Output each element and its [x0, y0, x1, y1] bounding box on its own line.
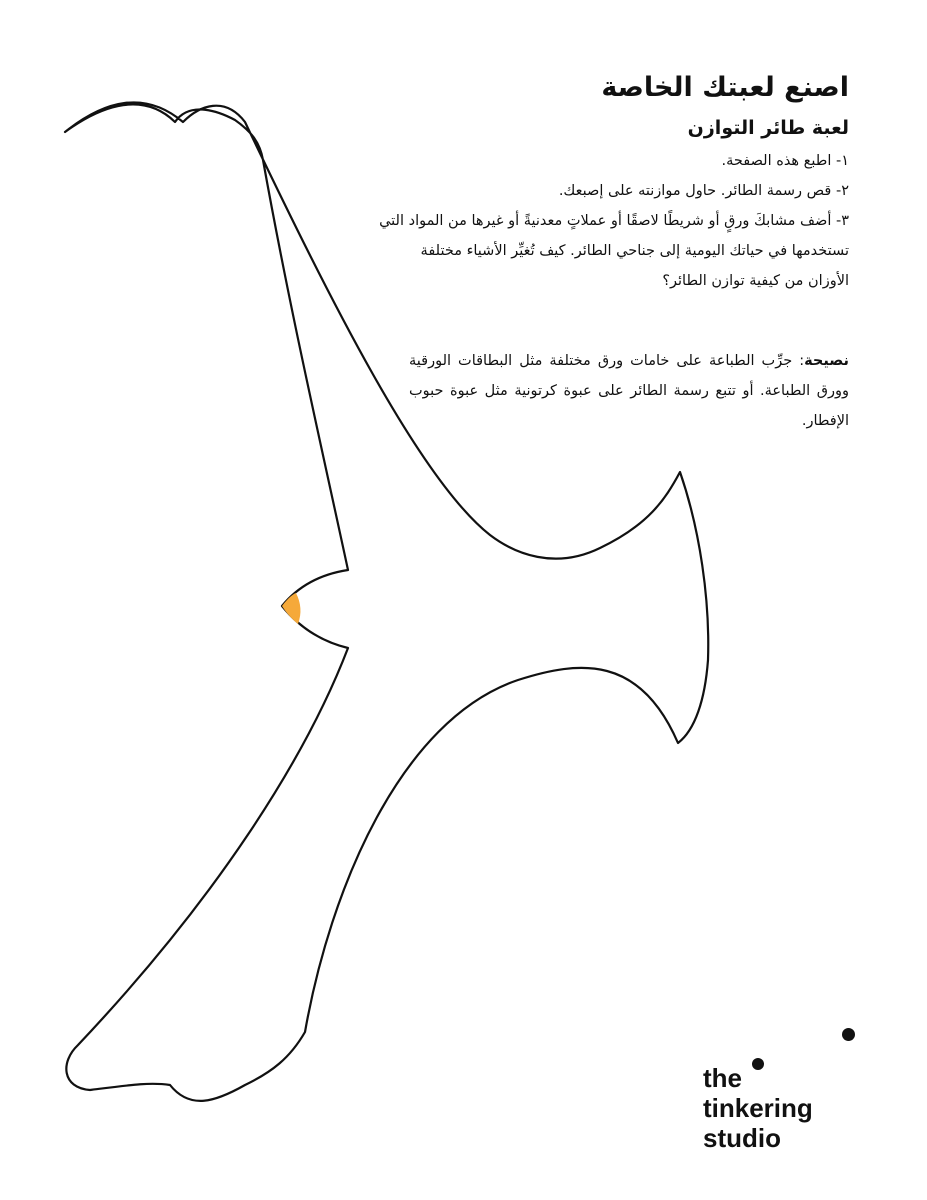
instruction-step-2: ٢- قص رسمة الطائر. حاول موازنته على إصبعك.: [558, 183, 849, 199]
instruction-list: [379, 146, 849, 296]
logo-word-studio: studio: [703, 1123, 781, 1153]
instruction-step-1: ١- اطبع هذه الصفحة.: [721, 153, 849, 169]
logo-dot-large: [842, 1028, 855, 1041]
tinkering-studio-logo: [703, 1022, 863, 1152]
game-subtitle: لعبة طائر التوازن: [687, 117, 849, 139]
bird-eye: [282, 593, 300, 624]
logo-word-the: the: [703, 1063, 742, 1093]
tip-text: : جرِّب الطباعة على خامات ورق مختلفة مثل البطاقات الورقية وورق الطباعة. أو تتبع رسمة الطائر على عبوة كرتونية مثل عبوة حبوب الإفطار.: [409, 353, 849, 429]
tip-label: نصيحة: [804, 353, 849, 369]
instruction-step-3: ٣- أضف مشابكَ ورقٍ أو شريطًا لاصقًا أو عملاتٍ معدنيةً أو غيرها من المواد التي تستخدمها في حياتك اليومية إلى جناحي الطائر. كيف تُغيِّر الأشياء مختلفة الأوزان من كيفية توازن الطائر؟: [379, 213, 849, 289]
page-title: اصنع لعبتك الخاصة: [601, 72, 849, 103]
logo-dot-small: [752, 1058, 764, 1070]
logo-word-tinkering: tinkering: [703, 1093, 813, 1123]
tip-paragraph: [409, 346, 849, 436]
